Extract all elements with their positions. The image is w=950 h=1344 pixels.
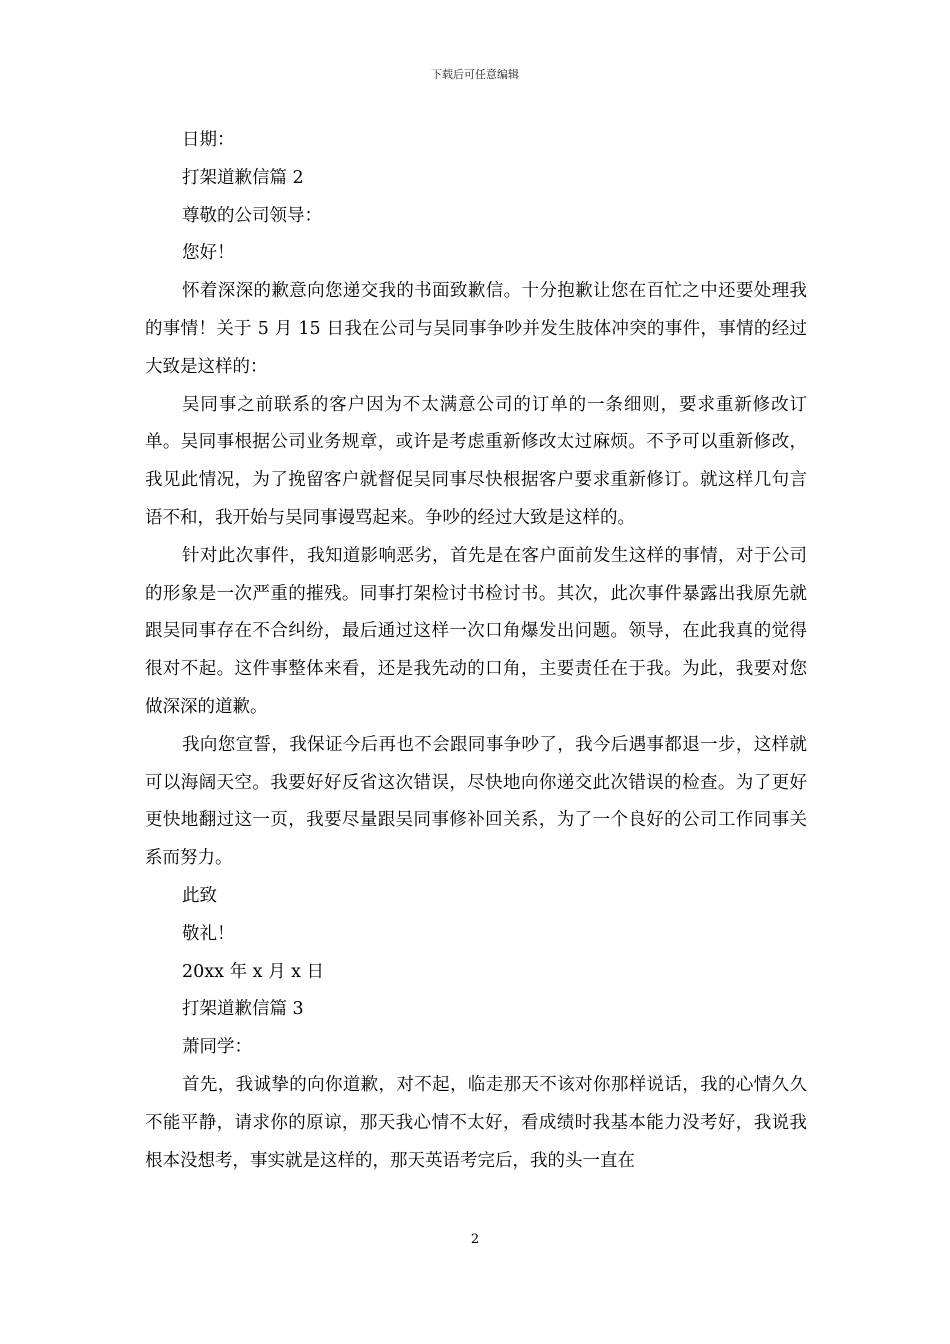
document-body bbox=[145, 122, 807, 1180]
date-line: 日期： bbox=[182, 130, 235, 150]
header-note: 下载后可任意编辑 bbox=[431, 68, 519, 81]
paragraph-reflection: 针对此次事件，我知道影响恶劣，首先是在客户面前发生这样的事情，对于公司的形象是一次严重的摧残。同事打架检讨书检讨书。其次，此次事件暴露出我原先就跟吴同事存在不合纠纷，最后通过这样一次口角爆发出问题。领导，在此我真的觉得很对不起。这件事整体来看，还是我先动的口角，主要责任在于我。为此，我要对您做深深的道歉。 bbox=[145, 545, 807, 717]
regards-line: 敬礼！ bbox=[182, 923, 235, 944]
page-number: 2 bbox=[470, 1232, 480, 1247]
paragraph-intro: 怀着深深的歉意向您递交我的书面致歉信。十分抱歉让您在百忙之中还要处理我的事情！关于 5 月 15 日我在公司与吴同事争吵并发生肢体冲突的事件，事情的经过大致是这样的： bbox=[145, 281, 807, 377]
greeting: 您好！ bbox=[182, 243, 235, 264]
closing-line: 此致 bbox=[182, 885, 217, 906]
section-title-3: 打架道歉信篇 3 bbox=[182, 999, 304, 1020]
paragraph-promise: 我向您宣誓，我保证今后再也不会跟同事争吵了，我今后遇事都退一步，这样就可以海阔天空。我要好好反省这次错误，尽快地向你递交此次错误的检查。为了更好更快地翻过这一页，我要尽量跟吴同事修补回关系，为了一个良好的公司工作同事关系而努力。 bbox=[145, 734, 807, 869]
paragraph-incident: 吴同事之前联系的客户因为不太满意公司的订单的一条细则，要求重新修改订单。吴同事根据公司业务规章，或许是考虑重新修改太过麻烦。不予可以重新修改，我见此情况，为了挽留客户就督促吴同事尽快根据客户要求重新修订。就这样几句言语不和，我开始与吴同事谩骂起来。争吵的经过大致是这样的。 bbox=[145, 394, 807, 528]
salutation: 尊敬的公司领导： bbox=[182, 205, 322, 226]
paragraph-apology-3: 首先，我诚挚的向你道歉，对不起，临走那天不该对你那样说话，我的心情久久不能平静，请求你的原谅，那天我心情不太好，看成绩时我基本能力没考好，我说我根本没想考，事实就是这样的，那天英语考完后，我的头一直在 bbox=[145, 1074, 807, 1171]
salutation-3: 萧同学： bbox=[182, 1037, 252, 1058]
section-title-2: 打架道歉信篇 2 bbox=[182, 167, 304, 188]
date-signature: 20xx 年 x 月 x 日 bbox=[182, 961, 325, 982]
